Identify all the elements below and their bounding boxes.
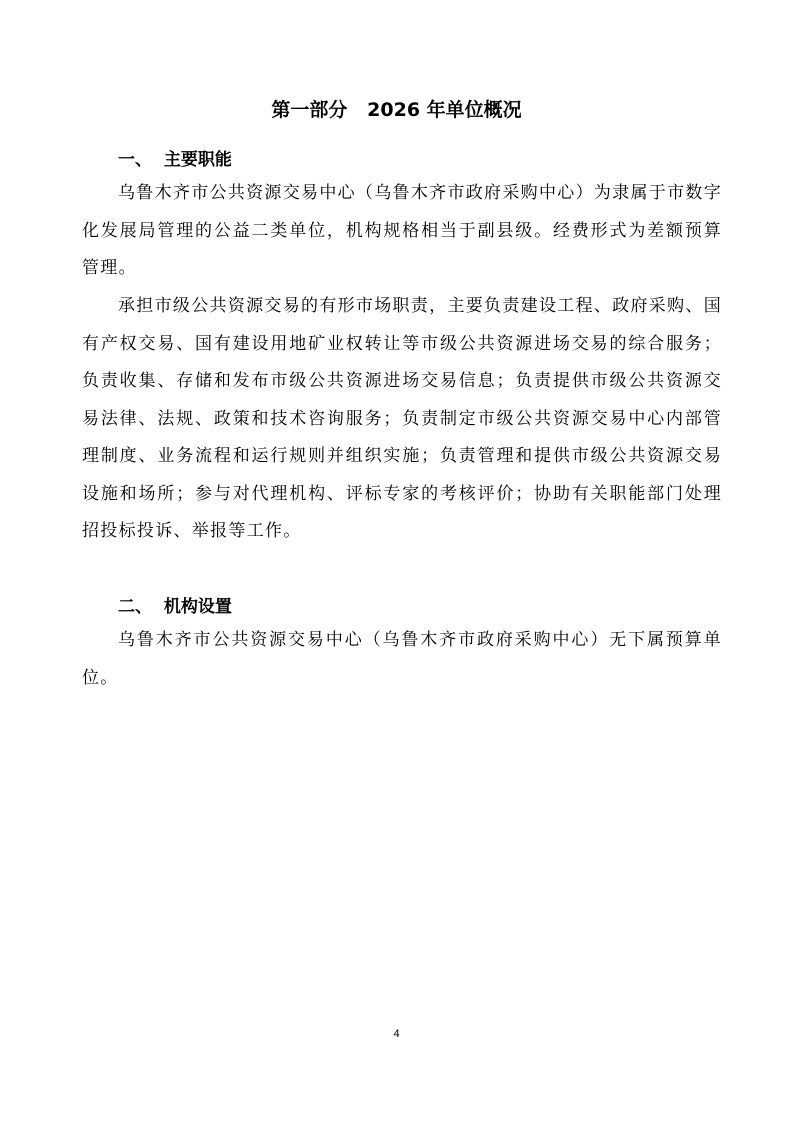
- paragraph-unit-overview: 乌鲁木齐市公共资源交易中心（乌鲁木齐市政府采购中心）为隶属于市数字化发展局管理的公益二类单位，机构规格相当于副县级。经费形式为差额预算管理。: [82, 183, 722, 278]
- paragraph-organization: 乌鲁木齐市公共资源交易中心（乌鲁木齐市政府采购中心）无下属预算单位。: [82, 630, 722, 688]
- section-heading-organization: 二、 机构设置: [118, 597, 232, 617]
- section-heading-main-functions: 一、 主要职能: [118, 150, 232, 170]
- paragraph-responsibilities: 承担市级公共资源交易的有形市场职责，主要负责建设工程、政府采购、国有产权交易、国有建设用地矿业权转让等市级公共资源进场交易的综合服务；负责收集、存储和发布市级公共资源进场交易信息；负责提供市级公共资源交易法律、法规、政策和技术咨询服务；负责制定市级公共资源交易中心内部管理制度、业务流程和运行规则并组织实施；负责管理和提供市级公共资源交易设施和场所；参与对代理机构、评标专家的考核评价；协助有关职能部门处理招投标投诉、举报等工作。: [82, 296, 722, 541]
- page-title: 第一部分 2026 年单位概况: [271, 99, 522, 121]
- page-number: 4: [393, 1028, 400, 1040]
